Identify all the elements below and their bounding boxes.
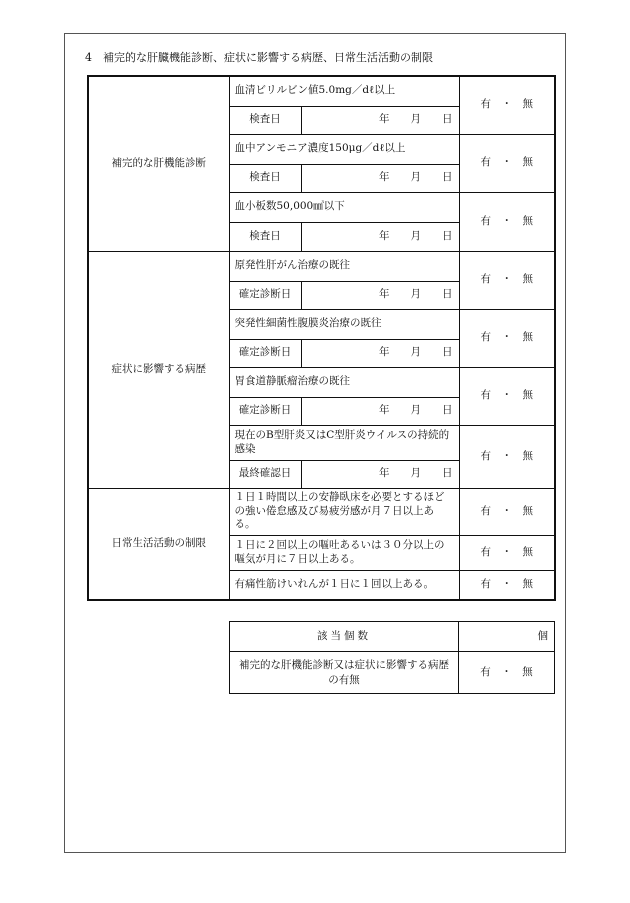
yes-no-choice[interactable]: 有 ・ 無 (459, 488, 555, 535)
item-vomiting: １日に２回以上の嘔吐あるいは３０分以上の嘔気が月に７日以上ある。 (229, 535, 459, 570)
date-field[interactable]: 年 月 日 (301, 164, 459, 192)
date-label: 確定診断日 (229, 339, 301, 367)
date-field[interactable]: 年 月 日 (301, 106, 459, 134)
item-platelet: 血小板数50,000㎣以下 (229, 192, 459, 222)
item-liver-cancer: 原発性肝がん治療の既往 (229, 251, 459, 281)
date-label: 検査日 (229, 222, 301, 251)
category-medical-history: 症状に影響する病歴 (88, 251, 229, 488)
yes-no-choice[interactable]: 有 ・ 無 (459, 251, 555, 309)
yes-no-choice[interactable]: 有 ・ 無 (459, 570, 555, 600)
section-title: 補完的な肝臓機能診断、症状に影響する病歴、日常生活活動の制限 (103, 51, 433, 64)
date-field[interactable]: 年 月 日 (301, 281, 459, 309)
category-daily-activity: 日常生活活動の制限 (88, 488, 229, 600)
date-label: 確定診断日 (229, 281, 301, 309)
yes-no-choice[interactable]: 有 ・ 無 (459, 425, 555, 488)
section-heading (85, 49, 433, 65)
assessment-table (87, 75, 556, 601)
date-label: 最終確認日 (229, 460, 301, 488)
date-label: 検査日 (229, 164, 301, 192)
date-field[interactable]: 年 月 日 (301, 222, 459, 251)
item-bilirubin: 血清ビリルビン値5.0mg／dℓ以上 (229, 76, 459, 106)
item-ammonia: 血中アンモニア濃度150μg／dℓ以上 (229, 134, 459, 164)
yes-no-choice[interactable]: 有 ・ 無 (459, 76, 555, 134)
item-peritonitis: 突発性細菌性腹膜炎治療の既往 (229, 309, 459, 339)
count-label: 該当個数 (230, 622, 459, 652)
item-cramps: 有痛性筋けいれんが１日に１回以上ある。 (229, 570, 459, 600)
item-fatigue: １日１時間以上の安静臥床を必要とするほどの強い倦怠感及び易疲労感が月７日以上ある。 (229, 488, 459, 535)
section-number: 4 (85, 51, 92, 64)
date-field[interactable]: 年 月 日 (301, 339, 459, 367)
category-liver-function: 補完的な肝機能診断 (88, 76, 229, 251)
item-varices: 胃食道静脈瘤治療の既往 (229, 367, 459, 397)
yes-no-choice[interactable]: 有 ・ 無 (459, 367, 555, 425)
date-field[interactable]: 年 月 日 (301, 460, 459, 488)
yes-no-choice[interactable]: 有 ・ 無 (459, 652, 555, 694)
date-field[interactable]: 年 月 日 (301, 397, 459, 425)
count-field[interactable]: 個 (459, 622, 555, 652)
yes-no-choice[interactable]: 有 ・ 無 (459, 309, 555, 367)
summary-question: 補完的な肝機能診断又は症状に影響する病歴の有無 (230, 652, 459, 694)
item-hepatitis-virus: 現在のB型肝炎又はC型肝炎ウイルスの持続的感染 (229, 425, 459, 460)
date-label: 検査日 (229, 106, 301, 134)
yes-no-choice[interactable]: 有 ・ 無 (459, 134, 555, 192)
summary-table (229, 621, 555, 694)
yes-no-choice[interactable]: 有 ・ 無 (459, 192, 555, 251)
yes-no-choice[interactable]: 有 ・ 無 (459, 535, 555, 570)
date-label: 確定診断日 (229, 397, 301, 425)
